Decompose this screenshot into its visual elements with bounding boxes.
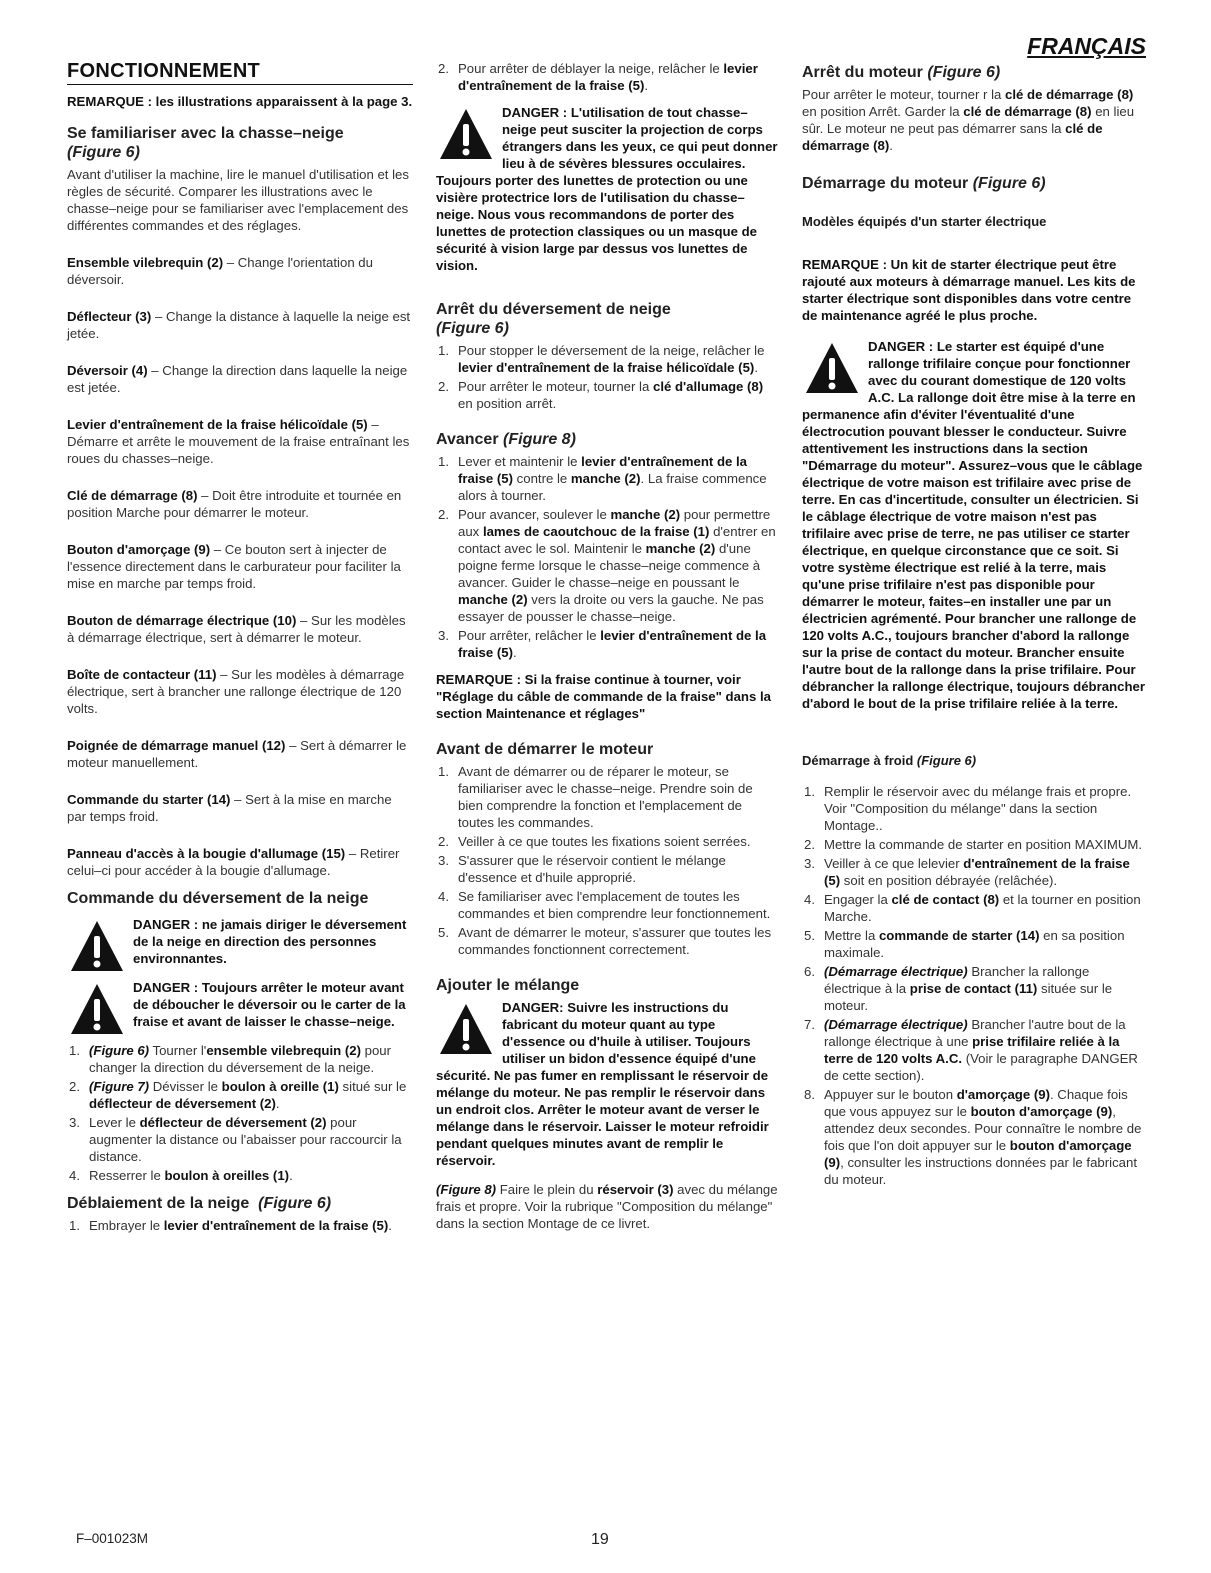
stop-discharge-heading: Arrêt du déversement de neige (Figure 6): [436, 301, 671, 337]
section-title: FONCTIONNEMENT: [67, 60, 413, 85]
list-item: 4. Engager la clé de contact (8) et la tourner en position Marche.: [804, 892, 1141, 924]
list-item: 3. Veiller à ce que lelevier d'entraînement de la fraise (5) soit en position débrayée (relâchée).: [804, 856, 1130, 888]
remark-illustrations: REMARQUE : les illustrations apparaissent à la page 3.: [67, 94, 413, 109]
list-item: 1. (Figure 6) Tourner l'ensemble vilebrequin (2) pour changer la direction du déversement de la neige.: [69, 1043, 392, 1075]
cold-start-steps: [802, 783, 1146, 1188]
part-item: Clé de démarrage (8) – Doit être introduite et tournée en position Marche pour démarrer le moteur.: [67, 488, 402, 520]
warning-triangle-icon: [69, 918, 125, 974]
column-2: [436, 60, 780, 1252]
forward-steps: [436, 453, 780, 661]
list-item: 1. Pour stopper le déversement de la neige, relâcher le levier d'entraînement de la fraise hélicoïdale (5).: [438, 343, 765, 375]
part-item: Panneau d'accès à la bougie d'allumage (15) – Retirer celui–ci pour accéder à la bougie d'allumage.: [67, 846, 400, 878]
column-1: [67, 60, 413, 1244]
document-code: F–001023M: [76, 1531, 149, 1546]
list-item: 6. (Démarrage électrique) Brancher la rallonge électrique à la prise de contact (11) située sur le moteur.: [804, 964, 1113, 1013]
part-item: Commande du starter (14) – Sert à la mise en marche par temps froid.: [67, 792, 392, 824]
discharge-steps: [67, 1042, 413, 1184]
before-start-steps: [436, 763, 780, 958]
list-item: 2. Veiller à ce que toutes les fixations soient serrées.: [438, 834, 751, 849]
warning-triangle-icon: [69, 981, 125, 1037]
clearing-heading: Déblaiement de la neige (Figure 6): [67, 1195, 332, 1212]
list-item: 5. Avant de démarrer le moteur, s'assurer que toutes les commandes fonctionnent correctement.: [438, 925, 772, 957]
list-item: 2. Pour arrêter de déblayer la neige, relâcher le levier d'entraînement de la fraise (5).: [438, 61, 758, 93]
clearing-steps-cont: [436, 60, 780, 94]
list-item: 2. Pour avancer, soulever le manche (2) pour permettre aux lames de caoutchouc de la fraise (1) d'entrer en contact avec le sol. Maintenir le manche (2) d'une poigne ferme lorsque le chasse–neige commence à avancer. Guider le chasse–neige en poussant le manche (2) vers la droite ou vers la gauche. Ne pas essayer de pousser le chasse–neige.: [438, 507, 776, 624]
familiarize-heading: Se familiariser avec la chasse–neige (Figure 6): [67, 125, 344, 161]
list-item: 3. Pour arrêter, relâcher le levier d'entraînement de la fraise (5).: [438, 628, 767, 660]
part-item: Déflecteur (3) – Change la distance à laquelle la neige est jetée.: [67, 309, 411, 341]
list-item: 1. Avant de démarrer ou de réparer le moteur, se familiariser avec le chasse–neige. Prendre soin de bien comprendre la fonction et l'emplacement de toutes les commandes.: [438, 764, 753, 830]
part-item: Déversoir (4) – Change la direction dans laquelle la neige est jetée.: [67, 363, 408, 395]
list-item: 2. Mettre la commande de starter en position MAXIMUM.: [804, 837, 1143, 852]
list-item: 2. (Figure 7) Dévisser le boulon à oreille (1) situé sur le déflecteur de déversement (2).: [69, 1079, 407, 1111]
electric-kit-remark: REMARQUE : Un kit de starter électrique peut être rajouté aux moteurs à démarrage manuel. Les kits de starter électrique sont disponibles dans votre centre de maintenance agréé le plus proche.: [802, 257, 1136, 323]
part-item: Ensemble vilebrequin (2) – Change l'orientation du déversoir.: [67, 255, 373, 287]
list-item: 3. Lever le déflecteur de déversement (2) pour augmenter la distance ou l'abaisser pour raccourcir la distance.: [69, 1115, 402, 1164]
list-item: 4. Resserrer le boulon à oreilles (1).: [69, 1168, 293, 1183]
add-mix-heading: Ajouter le mélange: [436, 977, 580, 994]
list-item: 1. Remplir le réservoir avec du mélange frais et propre. Voir "Composition du mélange" dans la section Montage..: [804, 784, 1132, 833]
part-item: Bouton de démarrage électrique (10) – Sur les modèles à démarrage électrique, sert à démarrer le moteur.: [67, 613, 406, 645]
stop-discharge-steps: [436, 342, 780, 412]
list-item: 4. Se familiariser avec l'emplacement de toutes les commandes et bien comprendre leur fonctionnement.: [438, 889, 771, 921]
language-header: FRANÇAIS: [1027, 33, 1146, 59]
part-item: Bouton d'amorçage (9) – Ce bouton sert à injecter de l'essence directement dans le carburateur pour faciliter la mise en marche par temps froid.: [67, 542, 401, 591]
list-item: 1. Embrayer le levier d'entraînement de la fraise (5).: [69, 1218, 392, 1233]
list-item: 5. Mettre la commande de starter (14) en sa position maximale.: [804, 928, 1125, 960]
engine-start-heading: Démarrage du moteur (Figure 6): [802, 175, 1046, 192]
forward-heading: Avancer (Figure 8): [436, 431, 576, 448]
part-item: Poignée de démarrage manuel (12) – Sert à démarrer le moteur manuellement.: [67, 738, 407, 770]
cold-start-heading: Démarrage à froid (Figure 6): [802, 753, 977, 768]
electric-models-heading: Modèles équipés d'un starter électrique: [802, 214, 1047, 229]
familiarize-text: Avant d'utiliser la machine, lire le manuel d'utilisation et les règles de sécurité. Comparer les illustrations avec le chasse–neige pour se familiariser avec l'emplacement des différentes commandes et des réglages.: [67, 167, 409, 233]
danger-block: DANGER: Suivre les instructions du fabricant du moteur quant au type d'essence ou d'huile à utiliser. Toujours utiliser un bidon d'essence équipé d'une sécurité. Ne pas fumer en remplissant le réservoir de mélange du moteur. Ne pas remplir le réservoir dans un endroit clos. Arrêter le moteur avant de verser le mélange dans le réservoir. Laisser le moteur refroidir pendant quelques minutes avant de remplir le réservoir.: [436, 1000, 769, 1168]
discharge-heading: Commande du déversement de la neige: [67, 890, 369, 907]
danger-block: DANGER : ne jamais diriger le déversement de la neige en direction des personnes environnantes.: [67, 916, 413, 967]
add-mix-text: (Figure 8) Faire le plein du réservoir (3) avec du mélange frais et propre. Voir la rubrique "Composition du mélange" dans la section Montage de ce livret.: [436, 1182, 778, 1231]
part-item: Levier d'entraînement de la fraise hélicoïdale (5) – Démarre et arrête le mouvement de la fraise entraînant les roues du chasses–neige.: [67, 417, 410, 466]
forward-remark: REMARQUE : Si la fraise continue à tourner, voir "Réglage du câble de commande de la fraise" dans la section Maintenance et réglages": [436, 672, 771, 721]
warning-triangle-icon: [438, 1001, 494, 1057]
column-3: [802, 60, 1146, 1198]
list-item: 3. S'assurer que le réservoir contient le mélange d'essence et d'huile approprié.: [438, 853, 726, 885]
danger-block: DANGER : Le starter est équipé d'une rallonge trifilaire conçue pour fonctionner avec du courant domestique de 120 volts A.C. La rallonge doit être mise à la terre en permanence afin d'éviter l'éventualité d'une électrocution pouvant blesser le conducteur. Suivre attentivement les instructions dans la section "Démarrage du moteur". Assurez–vous que le câblage électrique de votre maison est trifilaire avec prise de terre. En cas d'incertitude, consulter un électricien. Si le câblage électrique de votre maison n'est pas trifilaire avec prise de terre, ne pas utiliser ce starter électrique, en quelque circonstance que ce soit. Si votre système électrique est relié à la terre, mais qu'une prise trifilaire n'est pas disponible pour démarrer le moteur, faites–en installer une par un électricien agrémenté. Pour brancher une rallonge de 120 volts A.C., toujours brancher d'abord la rallonge sur la prise de contact du moteur. Brancher ensuite l'autre bout de la rallonge dans la prise trifilaire. Pour débrancher la rallonge électrique, toujours débrancher d'abord le bout de la prise trifilaire reliée à la terre.: [802, 339, 1145, 711]
danger-block: DANGER : Toujours arrêter le moteur avant de déboucher le déversoir ou le carter de la fraise et avant de laisser le chasse–neige.: [67, 979, 413, 1030]
engine-stop-heading: Arrêt du moteur (Figure 6): [802, 64, 1001, 81]
list-item: 7. (Démarrage électrique) Brancher l'autre bout de la rallonge électrique à une prise trifilaire reliée à la terre de 120 volts A.C. (Voir le paragraphe DANGER de cette section).: [804, 1017, 1138, 1083]
warning-triangle-icon: [804, 340, 860, 396]
clearing-steps: [67, 1217, 413, 1234]
list-item: 2. Pour arrêter le moteur, tourner la clé d'allumage (8) en position arrêt.: [438, 379, 764, 411]
before-start-heading: Avant de démarrer le moteur: [436, 741, 654, 758]
warning-triangle-icon: [438, 106, 494, 162]
part-item: Boîte de contacteur (11) – Sur les modèles à démarrage électrique, sert à brancher une rallonge électrique de 120 volts.: [67, 667, 405, 716]
list-item: 8. Appuyer sur le bouton d'amorçage (9). Chaque fois que vous appuyez sur le bouton d'amorçage (9), attendez deux secondes. Pour connaître le nombre de fois que l'on doit appuyer sur le bouton d'amorçage (9), consulter les instructions données par le fabricant du moteur.: [804, 1087, 1142, 1187]
engine-stop-text: Pour arrêter le moteur, tourner r la clé de démarrage (8) en position Arrêt. Garder la clé de démarrage (8) en lieu sûr. Le moteur ne peut pas démarrer sans la clé de démarrage (8).: [802, 87, 1135, 153]
list-item: 1. Lever et maintenir le levier d'entraînement de la fraise (5) contre le manche (2). La fraise commence alors à tourner.: [438, 454, 767, 503]
page-number: 19: [591, 1531, 609, 1548]
danger-block: DANGER : L'utilisation de tout chasse–neige peut susciter la projection de corps étrangers dans les yeux, ce qui peut donner lieu à de sévères blessures occulaires. Toujours porter des lunettes de protection ou une visière protectrice lors de l'utilisation du chasse–neige. Nous vous recommandons de porter des lunettes de protection classiques ou un masque de sécurité à vision large par dessus vos lunettes de vision.: [436, 105, 778, 273]
